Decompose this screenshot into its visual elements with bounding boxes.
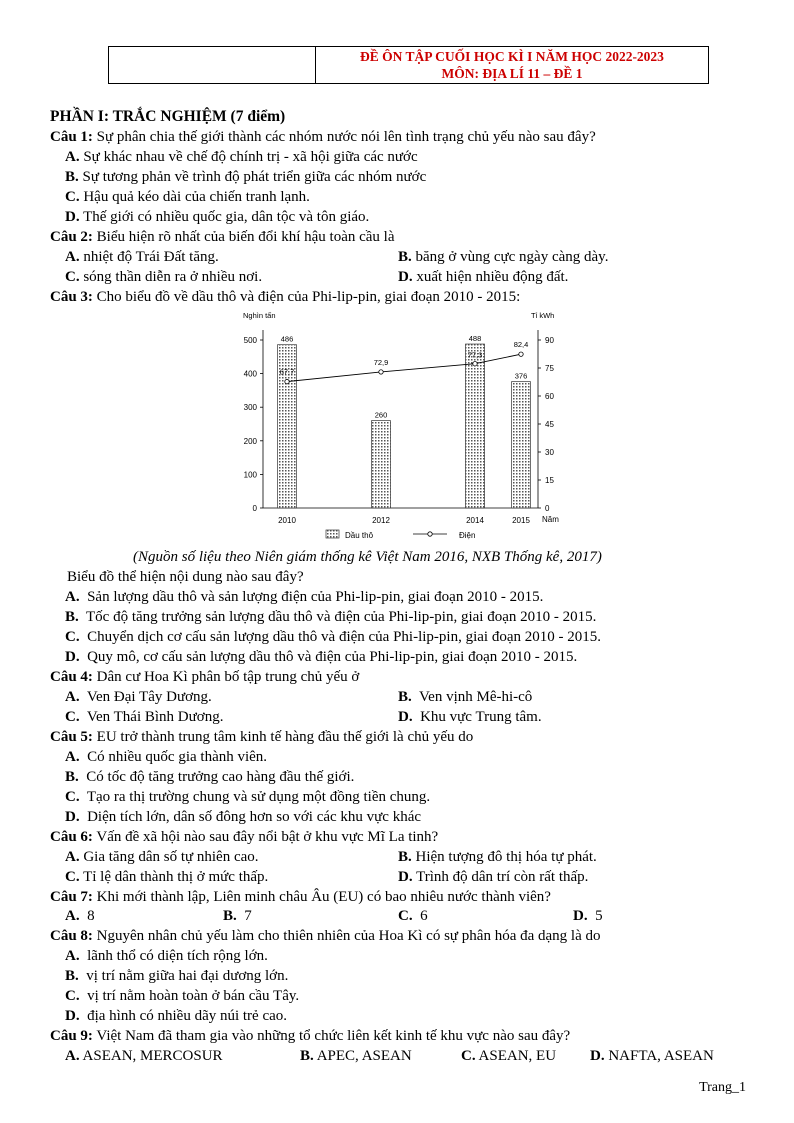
left-tick-label: 400 [243, 369, 257, 379]
bar-2012 [372, 421, 391, 508]
section-title: PHẦN I: TRẮC NGHIỆM (7 điểm) [50, 108, 286, 125]
q4-option-d: D. Khu vực Trung tâm. [398, 709, 542, 725]
electricity-point-2012 [379, 370, 383, 374]
q3-prompt: Biểu đồ thể hiện nội dung nào sau đây? [67, 569, 304, 585]
electricity-point-2015 [519, 352, 523, 356]
exam-subject: MÔN: ĐỊA LÍ 11 – ĐỀ 1 [441, 66, 583, 81]
q1-option-b: B. Sự tương phản về trình độ phát triển giữa các nhóm nước [65, 169, 427, 185]
line-value-label: 72,9 [373, 357, 389, 367]
q7-option-b: B. 7 [223, 908, 252, 924]
question-5: Câu 5: EU trở thành trung tâm kinh tế hàng đầu thế giới là chủ yếu do [50, 729, 474, 745]
bar-2015 [512, 382, 531, 508]
q5-option-d: D. Diện tích lớn, dân số đông hơn so với các khu vực khác [65, 809, 422, 825]
q3-option-a: A. Sản lượng dầu thô và sản lượng điện của Phi-lip-pin, giai đoạn 2010 - 2015. [65, 589, 544, 605]
left-tick-label: 300 [243, 403, 257, 413]
q8-option-a: A. lãnh thổ có diện tích rộng lớn. [65, 948, 268, 964]
question-2: Câu 2: Biểu hiện rõ nhất của biến đổi khí hậu toàn cầu là [50, 229, 395, 245]
q1-option-c: C. Hậu quả kéo dài của chiến tranh lạnh. [65, 189, 310, 205]
q9-option-a: A. ASEAN, MERCOSUR [65, 1048, 223, 1064]
left-tick-label: 500 [243, 336, 257, 345]
exam-title: ĐỀ ÔN TẬP CUỐI HỌC KÌ I NĂM HỌC 2022-2023 [360, 49, 664, 64]
q6-option-c: C. Tỉ lệ dân thành thị ở mức thấp. [65, 869, 269, 885]
question-7: Câu 7: Khi mới thành lập, Liên minh châu Âu (EU) có bao nhiêu nước thành viên? [50, 889, 551, 905]
x-axis-title: Năm [542, 515, 559, 524]
legend-electricity-marker [428, 532, 432, 536]
electricity-point-2014 [473, 362, 477, 366]
question-6: Câu 6: Vấn đề xã hội nào sau đây nổi bật ở khu vực Mĩ La tinh? [50, 829, 439, 845]
q2-option-b: B. băng ở vùng cực ngày càng dày. [398, 249, 609, 265]
header-title-cell [316, 47, 708, 83]
q6-option-a: A. Gia tăng dân số tự nhiên cao. [65, 849, 259, 865]
x-tick-label: 2014 [466, 516, 484, 525]
q4-option-a: A. Ven Đại Tây Dương. [65, 689, 212, 705]
q2-option-d: D. xuất hiện nhiều động đất. [398, 269, 569, 285]
right-tick-label: 60 [545, 392, 554, 401]
q5-option-b: B. Có tốc độ tăng trưởng cao hàng đầu thế giới. [65, 769, 355, 785]
q5-option-c: C. Tạo ra thị trường chung và sử dụng một đồng tiền chung. [65, 789, 431, 805]
q8-option-c: C. vị trí nằm hoàn toàn ở bán cầu Tây. [65, 988, 300, 1004]
electricity-point-2010 [285, 379, 289, 383]
bar-value-label: 260 [374, 410, 388, 420]
left-axis-title: Nghìn tấn [243, 311, 276, 320]
x-tick-label: 2015 [512, 516, 530, 525]
bar-value-label: 488 [468, 334, 482, 344]
right-tick-label: 45 [545, 420, 554, 429]
q3-option-c: C. Chuyển dịch cơ cấu sản lượng dầu thô và điện của Phi-lip-pin, giai đoạn 2010 - 2015. [65, 629, 601, 645]
q3-option-b: B. Tốc độ tăng trưởng sản lượng dầu thô và điện của Phi-lip-pin, giai đoạn 2010 - 2015. [65, 609, 597, 625]
q8-option-b: B. vị trí nằm giữa hai đại dương lớn. [65, 968, 289, 984]
q2-option-a: A. nhiệt độ Trái Đất tăng. [65, 249, 219, 265]
left-tick-label: 200 [243, 436, 257, 446]
q5-option-a: A. Có nhiều quốc gia thành viên. [65, 749, 268, 765]
bar-value-label: 376 [514, 371, 528, 381]
legend-oil-swatch [326, 530, 339, 538]
right-axis-title: Tỉ kWh [531, 311, 555, 320]
legend-oil-label: Dầu thô [345, 531, 374, 540]
oil-electricity-chart [225, 308, 570, 546]
q9-option-b: B. APEC, ASEAN [300, 1048, 412, 1064]
q8-option-d: D. địa hình có nhiều dãy núi trẻ cao. [65, 1008, 288, 1024]
q4-option-c: C. Ven Thái Bình Dương. [65, 709, 224, 725]
q4-option-b: B. Ven vịnh Mê-hi-cô [398, 689, 533, 705]
right-tick-label: 15 [545, 476, 554, 485]
q1-option-a: A. Sự khác nhau về chế độ chính trị - xã hội giữa các nước [65, 149, 418, 165]
exam-header [108, 46, 709, 84]
q7-option-a: A. 8 [65, 908, 95, 924]
header-left-cell [109, 47, 316, 83]
line-value-label: 67,7 [279, 367, 295, 377]
q9-option-c: C. ASEAN, EU [461, 1048, 557, 1064]
bar-2014 [466, 344, 485, 508]
chart-source: (Nguồn số liệu theo Niên giám thống kê Việt Nam 2016, NXB Thống kê, 2017) [133, 549, 602, 565]
question-9: Câu 9: Việt Nam đã tham gia vào những tổ chức liên kết kinh tế khu vực nào sau đây? [50, 1028, 571, 1044]
q6-option-b: B. Hiện tượng đô thị hóa tự phát. [398, 849, 597, 865]
q1-option-d: D. Thế giới có nhiều quốc gia, dân tộc và tôn giáo. [65, 209, 370, 225]
left-tick-label: 0 [252, 504, 257, 513]
page-number: Trang_1 [699, 1080, 746, 1095]
q7-option-c: C. 6 [398, 908, 428, 924]
right-tick-label: 90 [545, 336, 554, 345]
left-tick-label: 100 [243, 470, 257, 480]
bar-value-label: 486 [280, 334, 294, 344]
right-tick-label: 30 [545, 448, 554, 457]
x-tick-label: 2010 [278, 516, 296, 525]
electricity-line [287, 354, 521, 381]
line-value-label: 82,4 [513, 340, 529, 350]
q3-option-d: D. Quy mô, cơ cấu sản lượng dầu thô và điện của Phi-lip-pin, giai đoạn 2010 - 2015. [65, 649, 578, 665]
right-tick-label: 0 [545, 504, 550, 513]
q2-option-c: C. sóng thần diễn ra ở nhiều nơi. [65, 269, 263, 285]
q6-option-d: D. Trình độ dân trí còn rất thấp. [398, 869, 589, 885]
line-value-label: 77,3 [467, 350, 483, 360]
right-tick-label: 75 [545, 364, 554, 373]
question-8: Câu 8: Nguyên nhân chủ yếu làm cho thiên nhiên của Hoa Kì có sự phân hóa đa dạng là do [50, 928, 601, 944]
question-1: Câu 1: Sự phân chia thế giới thành các nhóm nước nói lên tình trạng chủ yếu nào sau đây? [50, 129, 596, 145]
q7-option-d: D. 5 [573, 908, 603, 924]
q9-option-d: D. NAFTA, ASEAN [590, 1048, 714, 1064]
question-4: Câu 4: Dân cư Hoa Kì phân bố tập trung chủ yếu ở [50, 669, 360, 685]
legend-electricity-label: Điện [459, 531, 476, 540]
x-tick-label: 2012 [372, 516, 390, 525]
question-3: Câu 3: Cho biểu đồ về dầu thô và điện của Phi-lip-pin, giai đoạn 2010 - 2015: [50, 289, 521, 305]
